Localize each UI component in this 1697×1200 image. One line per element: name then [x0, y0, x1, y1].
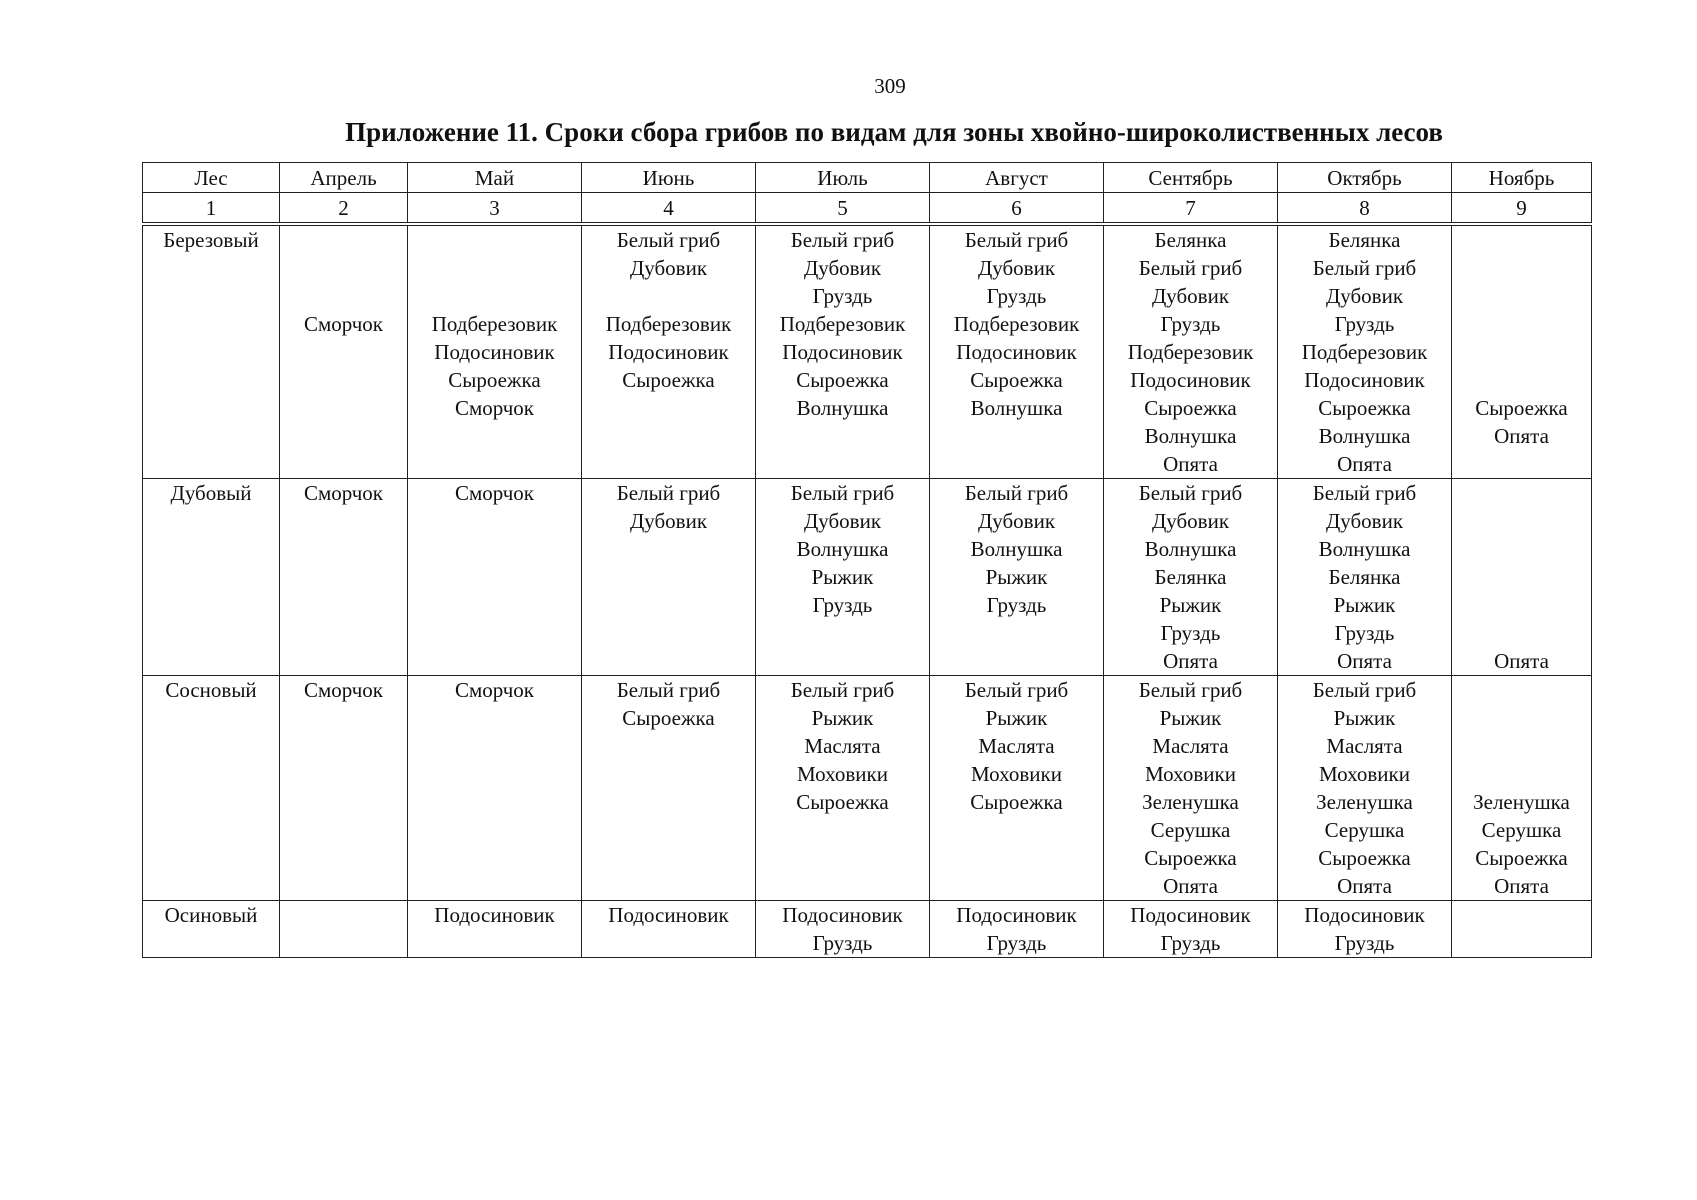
column-header: Сентябрь [1104, 163, 1278, 193]
column-header: Апрель [280, 163, 408, 193]
mushroom-name: Белый гриб [964, 228, 1069, 252]
table-row-pine [143, 676, 1592, 901]
mushroom-name [1452, 760, 1591, 788]
mushroom-name: Дубовик [977, 509, 1056, 533]
mushroom-name: Опята [1163, 452, 1218, 476]
mushroom-name: Опята [1337, 452, 1392, 476]
mushroom-name: Моховики [797, 762, 888, 786]
column-number-row [143, 193, 1592, 225]
month-cell [930, 901, 1104, 958]
mushroom-name: Белянка [1328, 565, 1401, 589]
mushroom-name: Подберезовик [953, 312, 1080, 336]
mushroom-name: Белый гриб [616, 678, 721, 702]
month-cell [756, 676, 930, 901]
forest-type-cell: Осиновый [143, 901, 280, 958]
mushroom-name [1452, 732, 1591, 760]
month-cell [408, 224, 582, 479]
mushroom-name: Белый гриб [1138, 256, 1243, 280]
mushroom-name: Дубовик [1151, 284, 1230, 308]
mushroom-name: Подосиновик [608, 903, 729, 927]
mushroom-name [280, 226, 407, 254]
mushroom-name: Подберезовик [1127, 340, 1254, 364]
mushroom-name [280, 254, 407, 282]
month-cell [756, 479, 930, 676]
mushroom-name: Подосиновик [1130, 368, 1251, 392]
mushroom-name: Опята [1494, 424, 1549, 448]
column-number: 4 [582, 193, 756, 225]
mushroom-name: Дубовик [977, 256, 1056, 280]
mushroom-name: Груздь [986, 593, 1047, 617]
mushroom-name: Дубовик [1151, 509, 1230, 533]
mushroom-name [582, 282, 755, 310]
mushroom-name [1452, 226, 1591, 254]
month-cell [582, 479, 756, 676]
mushroom-name: Подосиновик [434, 340, 555, 364]
table-row-oak [143, 479, 1592, 676]
month-cell [930, 676, 1104, 901]
mushroom-name: Сморчок [454, 396, 535, 420]
month-cell [582, 224, 756, 479]
mushroom-name: Зеленушка [1316, 790, 1413, 814]
mushroom-name: Груздь [986, 931, 1047, 955]
mushroom-name: Рыжик [811, 706, 874, 730]
mushroom-name: Маслята [978, 734, 1055, 758]
mushroom-name: Рыжик [1333, 593, 1396, 617]
mushroom-name: Зеленушка [1142, 790, 1239, 814]
month-cell [1104, 676, 1278, 901]
month-cell [408, 676, 582, 901]
forest-type-cell: Сосновый [143, 676, 280, 901]
column-header: Август [930, 163, 1104, 193]
mushroom-name: Моховики [971, 762, 1062, 786]
month-cell [280, 901, 408, 958]
mushroom-name: Сморчок [454, 481, 535, 505]
table-row-birch [143, 224, 1592, 479]
mushroom-name: Белый гриб [790, 228, 895, 252]
mushroom-name [1452, 254, 1591, 282]
mushroom-name: Волнушка [796, 537, 889, 561]
mushroom-name: Серушка [1324, 818, 1405, 842]
mushroom-name: Маслята [1152, 734, 1229, 758]
mushroom-name [1452, 282, 1591, 310]
mushroom-name: Сыроежка [1318, 846, 1411, 870]
mushroom-name: Рыжик [1159, 593, 1222, 617]
month-cell [408, 479, 582, 676]
mushroom-name [1452, 704, 1591, 732]
mushroom-name [1452, 338, 1591, 366]
mushroom-name: Дубовик [629, 256, 708, 280]
mushroom-name [1452, 535, 1591, 563]
mushroom-name [1452, 591, 1591, 619]
mushroom-name: Опята [1163, 649, 1218, 673]
mushroom-name: Серушка [1150, 818, 1231, 842]
month-cell [582, 676, 756, 901]
mushroom-name: Груздь [1334, 621, 1395, 645]
month-cell [756, 901, 930, 958]
mushroom-name: Белый гриб [1138, 481, 1243, 505]
mushroom-name: Белый гриб [1312, 481, 1417, 505]
month-cell [1104, 224, 1278, 479]
page-title: Приложение 11. Сроки сбора грибов по видам для зоны хвойно-широколиственных лесов [345, 117, 1443, 147]
mushroom-name [1452, 676, 1591, 704]
mushroom-name: Груздь [1334, 312, 1395, 336]
page-number: 309 [874, 74, 906, 98]
mushroom-name: Волнушка [1318, 424, 1411, 448]
mushroom-name: Дубовик [629, 509, 708, 533]
mushroom-name: Подберезовик [431, 312, 558, 336]
month-cell [1452, 224, 1592, 479]
column-header: Июль [756, 163, 930, 193]
month-cell [756, 224, 930, 479]
column-number: 6 [930, 193, 1104, 225]
mushroom-name: Груздь [812, 931, 873, 955]
mushroom-name: Белянка [1328, 228, 1401, 252]
mushroom-name: Белый гриб [1312, 678, 1417, 702]
mushroom-name: Белянка [1154, 565, 1227, 589]
mushroom-name: Белый гриб [964, 481, 1069, 505]
month-cell [1278, 479, 1452, 676]
mushroom-name: Белый гриб [790, 481, 895, 505]
mushroom-name: Груздь [1160, 312, 1221, 336]
column-header: Май [408, 163, 582, 193]
mushroom-name: Дубовик [1325, 509, 1404, 533]
month-cell [1278, 224, 1452, 479]
mushroom-name: Опята [1337, 874, 1392, 898]
mushroom-name: Сыроежка [796, 368, 889, 392]
mushroom-name: Груздь [986, 284, 1047, 308]
mushroom-name: Подосиновик [1130, 903, 1251, 927]
mushroom-name: Дубовик [803, 509, 882, 533]
mushroom-name: Опята [1163, 874, 1218, 898]
column-number: 2 [280, 193, 408, 225]
mushroom-name: Подосиновик [956, 340, 1077, 364]
mushroom-name: Сыроежка [1475, 396, 1568, 420]
mushroom-name [1452, 310, 1591, 338]
month-cell [930, 224, 1104, 479]
month-cell [1452, 901, 1592, 958]
mushroom-name: Белый гриб [616, 481, 721, 505]
mushroom-name: Опята [1494, 874, 1549, 898]
mushroom-name: Белый гриб [616, 228, 721, 252]
mushroom-name: Моховики [1319, 762, 1410, 786]
mushroom-name: Рыжик [985, 565, 1048, 589]
column-number: 3 [408, 193, 582, 225]
mushroom-name: Сыроежка [1144, 396, 1237, 420]
mushroom-name: Подберезовик [605, 312, 732, 336]
mushroom-name: Дубовик [1325, 284, 1404, 308]
column-header: Октябрь [1278, 163, 1452, 193]
forest-type-cell: Березовый [143, 224, 280, 479]
mushroom-name: Сморчок [303, 481, 384, 505]
mushroom-name [1452, 507, 1591, 535]
month-cell [1452, 676, 1592, 901]
mushroom-name: Подосиновик [782, 340, 903, 364]
mushroom-name: Сыроежка [1475, 846, 1568, 870]
month-cell [408, 901, 582, 958]
mushroom-name: Белый гриб [1312, 256, 1417, 280]
mushroom-name: Сыроежка [1318, 396, 1411, 420]
mushroom-name: Рыжик [1159, 706, 1222, 730]
mushroom-name: Груздь [1160, 621, 1221, 645]
mushroom-name [280, 282, 407, 310]
mushroom-name: Подберезовик [779, 312, 906, 336]
table-header-row [143, 163, 1592, 193]
column-number: 7 [1104, 193, 1278, 225]
mushroom-name: Рыжик [811, 565, 874, 589]
mushroom-name [1452, 563, 1591, 591]
mushroom-name: Подосиновик [1304, 903, 1425, 927]
month-cell [1104, 901, 1278, 958]
mushroom-name [408, 282, 581, 310]
column-number: 9 [1452, 193, 1592, 225]
column-number: 8 [1278, 193, 1452, 225]
mushroom-name: Дубовик [803, 256, 882, 280]
month-cell [930, 479, 1104, 676]
mushroom-name: Волнушка [970, 537, 1063, 561]
month-cell [280, 224, 408, 479]
column-number: 1 [143, 193, 280, 225]
mushroom-name: Сморчок [303, 312, 384, 336]
mushroom-name: Сыроежка [796, 790, 889, 814]
mushroom-name: Подосиновик [608, 340, 729, 364]
month-cell [1278, 676, 1452, 901]
mushroom-name: Сыроежка [1144, 846, 1237, 870]
mushroom-name: Белый гриб [1138, 678, 1243, 702]
mushroom-harvest-table [142, 162, 1592, 958]
mushroom-name: Сыроежка [970, 790, 1063, 814]
mushroom-name: Подберезовик [1301, 340, 1428, 364]
month-cell [280, 676, 408, 901]
mushroom-name: Моховики [1145, 762, 1236, 786]
mushroom-name: Груздь [812, 284, 873, 308]
mushroom-name: Сыроежка [622, 706, 715, 730]
mushroom-name: Сыроежка [970, 368, 1063, 392]
month-cell [582, 901, 756, 958]
mushroom-name: Груздь [1160, 931, 1221, 955]
month-cell [280, 479, 408, 676]
forest-type-cell: Дубовый [143, 479, 280, 676]
mushroom-name [1452, 366, 1591, 394]
mushroom-name [1452, 619, 1591, 647]
mushroom-name: Сыроежка [622, 368, 715, 392]
mushroom-name: Волнушка [970, 396, 1063, 420]
mushroom-name: Маслята [804, 734, 881, 758]
mushroom-name [408, 226, 581, 254]
column-header: Ноябрь [1452, 163, 1592, 193]
mushroom-name: Волнушка [1144, 537, 1237, 561]
mushroom-name: Опята [1494, 649, 1549, 673]
mushroom-name: Подосиновик [1304, 368, 1425, 392]
mushroom-name: Серушка [1481, 818, 1562, 842]
mushroom-name: Подосиновик [782, 903, 903, 927]
mushroom-name: Подосиновик [956, 903, 1077, 927]
mushroom-name: Подосиновик [434, 903, 555, 927]
column-header: Лес [143, 163, 280, 193]
mushroom-name: Сыроежка [448, 368, 541, 392]
column-number: 5 [756, 193, 930, 225]
mushroom-name: Белый гриб [790, 678, 895, 702]
table-row-aspen [143, 901, 1592, 958]
mushroom-name: Белый гриб [964, 678, 1069, 702]
mushroom-name: Опята [1337, 649, 1392, 673]
month-cell [1452, 479, 1592, 676]
month-cell [1278, 901, 1452, 958]
month-cell [1104, 479, 1278, 676]
mushroom-name: Сморчок [303, 678, 384, 702]
mushroom-name: Сморчок [454, 678, 535, 702]
mushroom-name: Белянка [1154, 228, 1227, 252]
mushroom-name: Волнушка [1144, 424, 1237, 448]
mushroom-name: Рыжик [985, 706, 1048, 730]
mushroom-name: Рыжик [1333, 706, 1396, 730]
mushroom-name: Волнушка [796, 396, 889, 420]
mushroom-name: Зеленушка [1473, 790, 1570, 814]
mushroom-name: Груздь [1334, 931, 1395, 955]
column-header: Июнь [582, 163, 756, 193]
mushroom-name: Маслята [1326, 734, 1403, 758]
mushroom-name: Груздь [812, 593, 873, 617]
mushroom-name [408, 254, 581, 282]
mushroom-name [1452, 479, 1591, 507]
mushroom-name: Волнушка [1318, 537, 1411, 561]
